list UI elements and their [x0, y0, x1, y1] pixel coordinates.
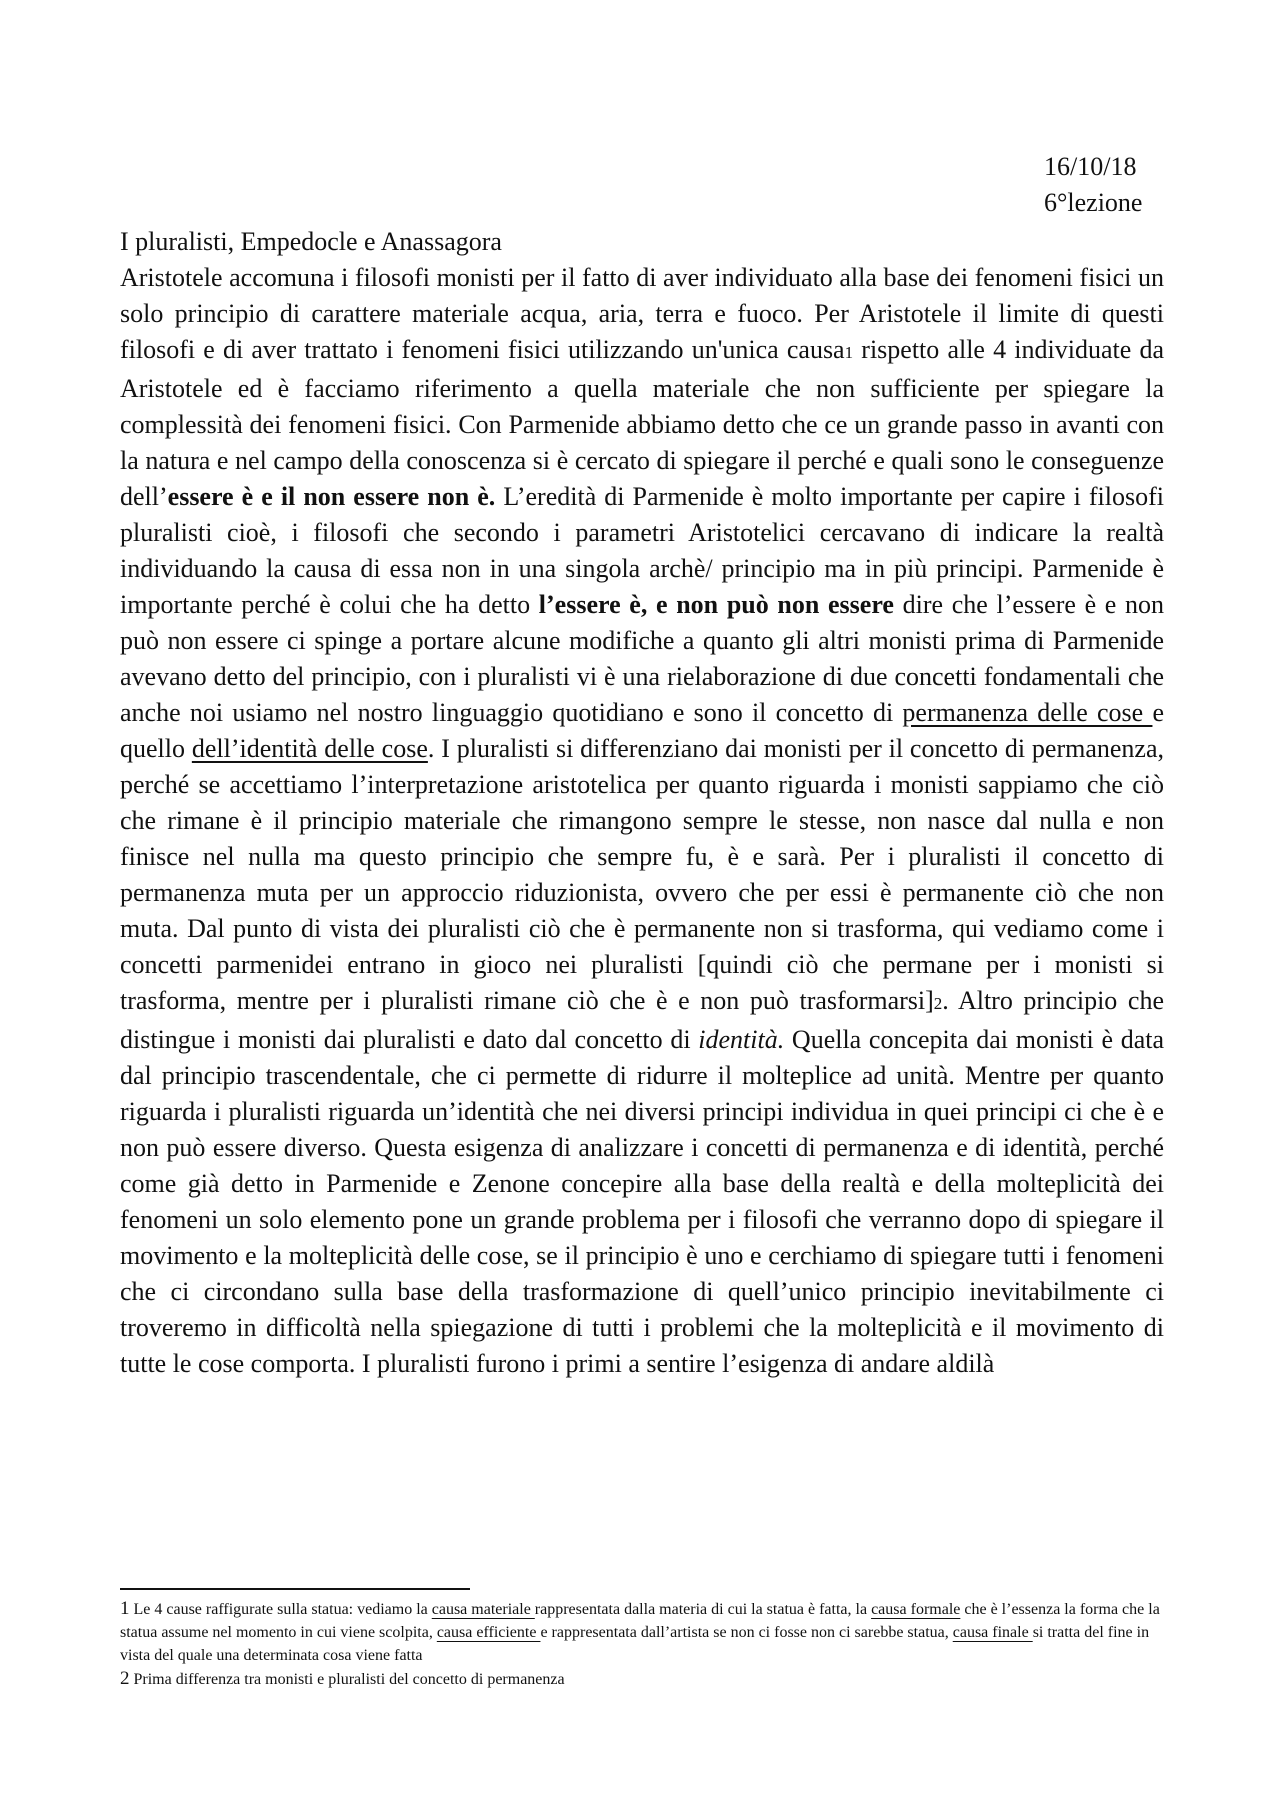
text-run: Quella concepita dai monisti è data dal principio trascendentale, che ci permette di ridurre il molteplice ad unità. Mentre per quanto riguarda i pluralisti riguarda un’identità che nei diversi principi individua in quei principi ci che è e non può essere diverso. Questa esigenza di analizzare i concetti di permanenza e di identità, perché come già detto in Parmenide e Zenone concepire alla base della realtà e della molteplicità dei fenomeni un solo elemento pone un grande problema per i filosofi che verranno dopo di spiegare il movimento e la molteplicità delle cose, se il principio è uno e cerchiamo di spiegare tutti i fenomeni che ci circondano sulla base della trasformazione di quell’unico principio inevitabilmente ci troveremo in difficoltà nella spiegazione di tutti i problemi che la molteplicità e il movimento di tutte le cose comporta. I pluralisti furono i primi a sentire l’esigenza di andare aldilà: [120, 1025, 1165, 1378]
text-run: Le 4 cause raffigurate sulla statua: vediamo la: [129, 1601, 432, 1618]
bold-phrase: essere è e il non essere non è.: [167, 482, 496, 511]
text-run: e quello: [120, 698, 1164, 763]
main-paragraph: [120, 260, 1164, 1382]
footnote-number: 1: [120, 1598, 130, 1619]
text-run: rispetto alle 4 individuate da Aristotele ed è facciamo riferimento a quella materiale che non sufficiente per spiegare la complessità dei fenomeni fisici. Con Parmenide abbiamo detto che ce un grande passo in avanti con la natura e nel campo della conoscenza si è cercato di spiegare il perché e quali sono le conseguenze dell’: [120, 335, 1164, 511]
lesson-date: 16/10/18: [1044, 152, 1137, 181]
italic-phrase: identità.: [698, 1025, 785, 1054]
underlined-phrase: causa finale: [952, 1624, 1033, 1641]
document-body: [120, 224, 1164, 1382]
underlined-phrase: permanenza delle cose: [902, 698, 1153, 727]
bold-phrase: l’essere è, e non può non essere: [538, 590, 894, 619]
footnote-2: [120, 1667, 1164, 1691]
text-run: L’eredità di Parmenide è molto importante per capire i filosofi pluralisti cioè, i filosofi che secondo i parametri Aristotelici cercavano di indicare la realtà individuando la causa di essa non in una singola archè/ principio ma in più principi. Parmenide è importante perché è colui che ha detto: [120, 482, 1164, 619]
underlined-phrase: causa formale: [871, 1601, 961, 1618]
underlined-phrase: causa efficiente: [436, 1624, 541, 1641]
underlined-phrase: dell’identità delle cose: [191, 734, 428, 763]
footnote-separator: [120, 1588, 470, 1590]
footnote-number: 2: [120, 1668, 130, 1689]
lesson-number: 6°lezione: [1044, 188, 1143, 217]
text-run: dire che l’essere è e non può non essere ci spinge a portare alcune modifiche a quanto gli altri monisti prima di Parmenide avevano detto del principio, con i pluralisti vi è una rielaborazione di due concetti fondamentali che anche noi usiamo nel nostro linguaggio quotidiano e sono il concetto di: [120, 590, 1165, 727]
text-run: che è l’essenza la forma che la statua assume nel momento in cui viene scolpita,: [120, 1601, 1160, 1641]
footnotes: [120, 1597, 1164, 1691]
footnote-1: [120, 1597, 1164, 1667]
text-run: . I pluralisti si differenziano dai monisti per il concetto di permanenza, perché se accettiamo l’interpretazione aristotelica per quanto riguarda i monisti sappiamo che ciò che rimane è il principio materiale che rimangono sempre le stesse, non nasce dal nulla e non finisce nel nulla ma questo principio che sempre fu, è e sarà. Per i pluralisti il concetto di permanenza muta per un approccio riduzionista, ovvero che per essi è permanente ciò che non muta. Dal punto di vista dei pluralisti ciò che è permanente non si trasforma, qui vediamo come i concetti parmenidei entrano in gioco nei pluralisti [quindi ciò che permane per i monisti si trasforma, mentre per i pluralisti rimane ciò che è e non può trasformarsi]: [120, 734, 1164, 1015]
footnote-ref-2[interactable]: 2: [933, 994, 943, 1013]
text-run: . Altro principio che distingue i monisti dai pluralisti e dato dal concetto di: [120, 986, 1164, 1054]
footnote-ref-1[interactable]: 1: [844, 343, 854, 362]
text-run: Aristotele accomuna i filosofi monisti per il fatto di aver individuato alla base dei fenomeni fisici un solo principio di carattere materiale acqua, aria, terra e fuoco. Per Aristotele il limite di questi filosofi e di aver trattato i fenomeni fisici utilizzando un'unica causa: [120, 263, 1164, 364]
document-title: I pluralisti, Empedocle e Anassagora: [120, 227, 502, 256]
text-run: e rappresentata dall’artista se non ci fosse non ci sarebbe statua,: [540, 1624, 953, 1641]
text-run: Prima differenza tra monisti e pluralisti del concetto di permanenza: [129, 1671, 565, 1688]
page-header: [1044, 149, 1174, 221]
underlined-phrase: causa materiale: [431, 1601, 535, 1618]
text-run: rappresentata dalla materia di cui la statua è fatta, la: [534, 1601, 872, 1618]
text-run: si tratta del fine in vista del quale una determinata cosa viene fatta: [120, 1624, 1150, 1664]
